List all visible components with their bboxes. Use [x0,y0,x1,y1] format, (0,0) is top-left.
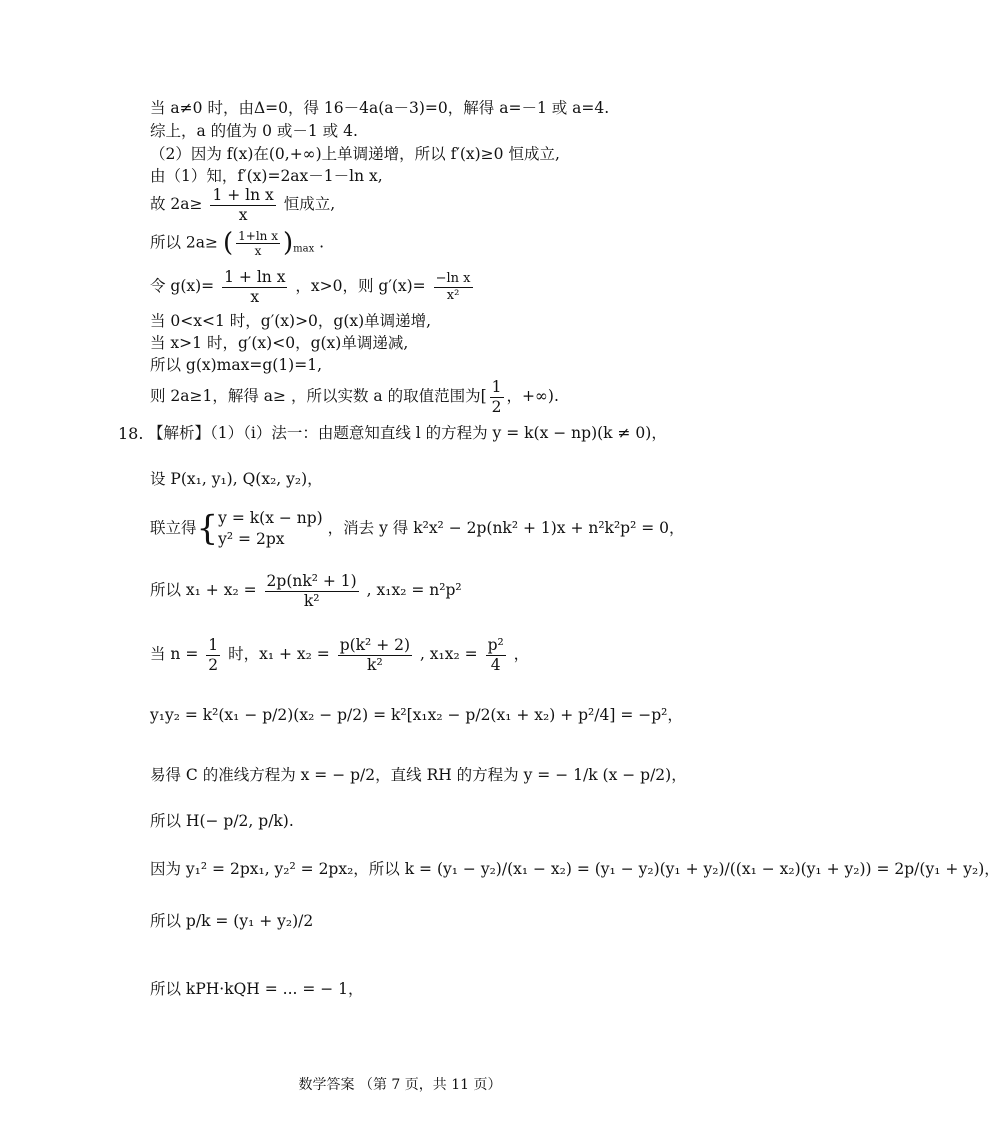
numerator: 1 [208,636,219,654]
denominator: x² [446,287,460,303]
brace: { [196,508,219,549]
text-line: 易得 C 的准线方程为 x = − p/2，直线 RH 的方程为 y = − 1/k (x − p/2)， [150,766,687,784]
text-line: 设 P(x₁, y₁), Q(x₂, y₂)， [150,470,323,488]
text-line [150,186,335,224]
text-line [150,378,559,416]
text-line: 所以 p/k = (y₁ + y₂)/2 [150,912,314,930]
numerator: p(k² + 2) [339,636,411,654]
equation-system [218,508,323,550]
numerator: 1 + ln x [212,186,274,204]
text: , x₁x₂ = n²p² [366,581,462,600]
fraction [434,271,473,303]
text: 所以 x₁ + x₂ = [150,581,257,600]
text-line: 当 x>1 时，g′(x)<0，g(x)单调递减, [150,334,409,352]
text: ，x>0，则 g′(x)= [295,277,426,296]
text: 则 2a≥1，解得 a≥ [150,387,287,406]
numerator: 1+ln x [238,228,278,243]
denominator: 2 [491,397,502,416]
text: 联立得 [150,518,197,537]
subscript: max [293,243,315,255]
text: 所以 2a≥ [150,233,219,252]
denominator: x [250,287,260,306]
text: ，所以实数 a 的取值范围为[ [290,387,487,406]
text-line: 因为 y₁² = 2px₁, y₂² = 2px₂，所以 k = (y₁ − y₂)/(x₁ − x₂) = (y₁ − y₂)(y₁ + y₂)/((x₁ − x₂)(y₁ + y₂)) = 2p/(y₁ + y₂)， [150,860,1000,878]
text-line: 当 0<x<1 时，g′(x)>0，g(x)单调递增, [150,312,432,330]
denominator: k² [367,655,383,674]
text-line [150,268,476,306]
numerator: 2p(nk² + 1) [266,572,357,590]
equation: y = k(x − np) [218,509,323,527]
fraction [206,636,220,674]
denominator: x [238,205,248,224]
text: 故 2a≥ [150,195,203,214]
text: ， [513,645,530,664]
text: 当 n = [150,645,199,664]
text-line: 当 a≠0 时，由Δ=0，得 16－4a(a－3)=0，解得 a=－1 或 a=4. [150,99,610,117]
fraction [265,572,359,610]
fraction [486,636,506,674]
text-line: 由（1）知，f′(x)=2ax－1－ln x, [150,167,383,185]
text-line: 【解析】（1）（i）法一：由题意知直线 l 的方程为 y = k(x − np)(k ≠ 0)， [148,424,667,442]
fraction [236,229,280,259]
numerator: 1 + ln x [224,268,286,286]
equation: y² = 2px [218,529,285,548]
text: ，消去 y 得 k²x² − 2p(nk² + 1)x + n²k²p² = 0， [327,518,685,537]
question-number: 18. [118,424,144,443]
numerator: p² [487,636,504,654]
text-line: 综上，a 的值为 0 或－1 或 4. [150,122,358,140]
text-line: y₁y₂ = k²(x₁ − p/2)(x₂ − p/2) = k²[x₁x₂ − p/2(x₁ + x₂) + p²/4] = −p²， [150,706,683,724]
text-line: 所以 H(− p/2, p/k). [150,812,294,830]
numerator: −ln x [435,271,471,286]
fraction [210,186,275,224]
denominator: 4 [490,655,501,674]
fraction [338,636,412,674]
text: 时，x₁ + x₂ = [228,645,330,664]
fraction [222,268,287,306]
fraction [490,378,504,416]
text: , x₁x₂ = [419,645,478,664]
text-line [150,636,529,674]
text-line: （2）因为 f(x)在(0,+∞)上单调递增，所以 f′(x)≥0 恒成立, [150,145,560,163]
text-line [150,508,685,550]
paren: ( [222,228,234,258]
page-footer: 数学答案 （第 7 页，共 11 页） [298,1077,502,1093]
text: 令 g(x)= [150,277,215,296]
denominator: 2 [208,655,219,674]
text-line: 所以 kPH·kQH = ... = − 1， [150,980,364,998]
numerator: 1 [491,378,502,396]
text-line [150,572,462,610]
text: 恒成立, [283,195,336,214]
text-line: 所以 g(x)max=g(1)=1, [150,356,323,374]
denominator: k² [303,591,320,610]
text: ，+∞). [506,387,559,406]
denominator: x [254,244,262,259]
paren: ) [282,228,294,258]
text: . [319,233,325,252]
text-line [150,228,324,259]
